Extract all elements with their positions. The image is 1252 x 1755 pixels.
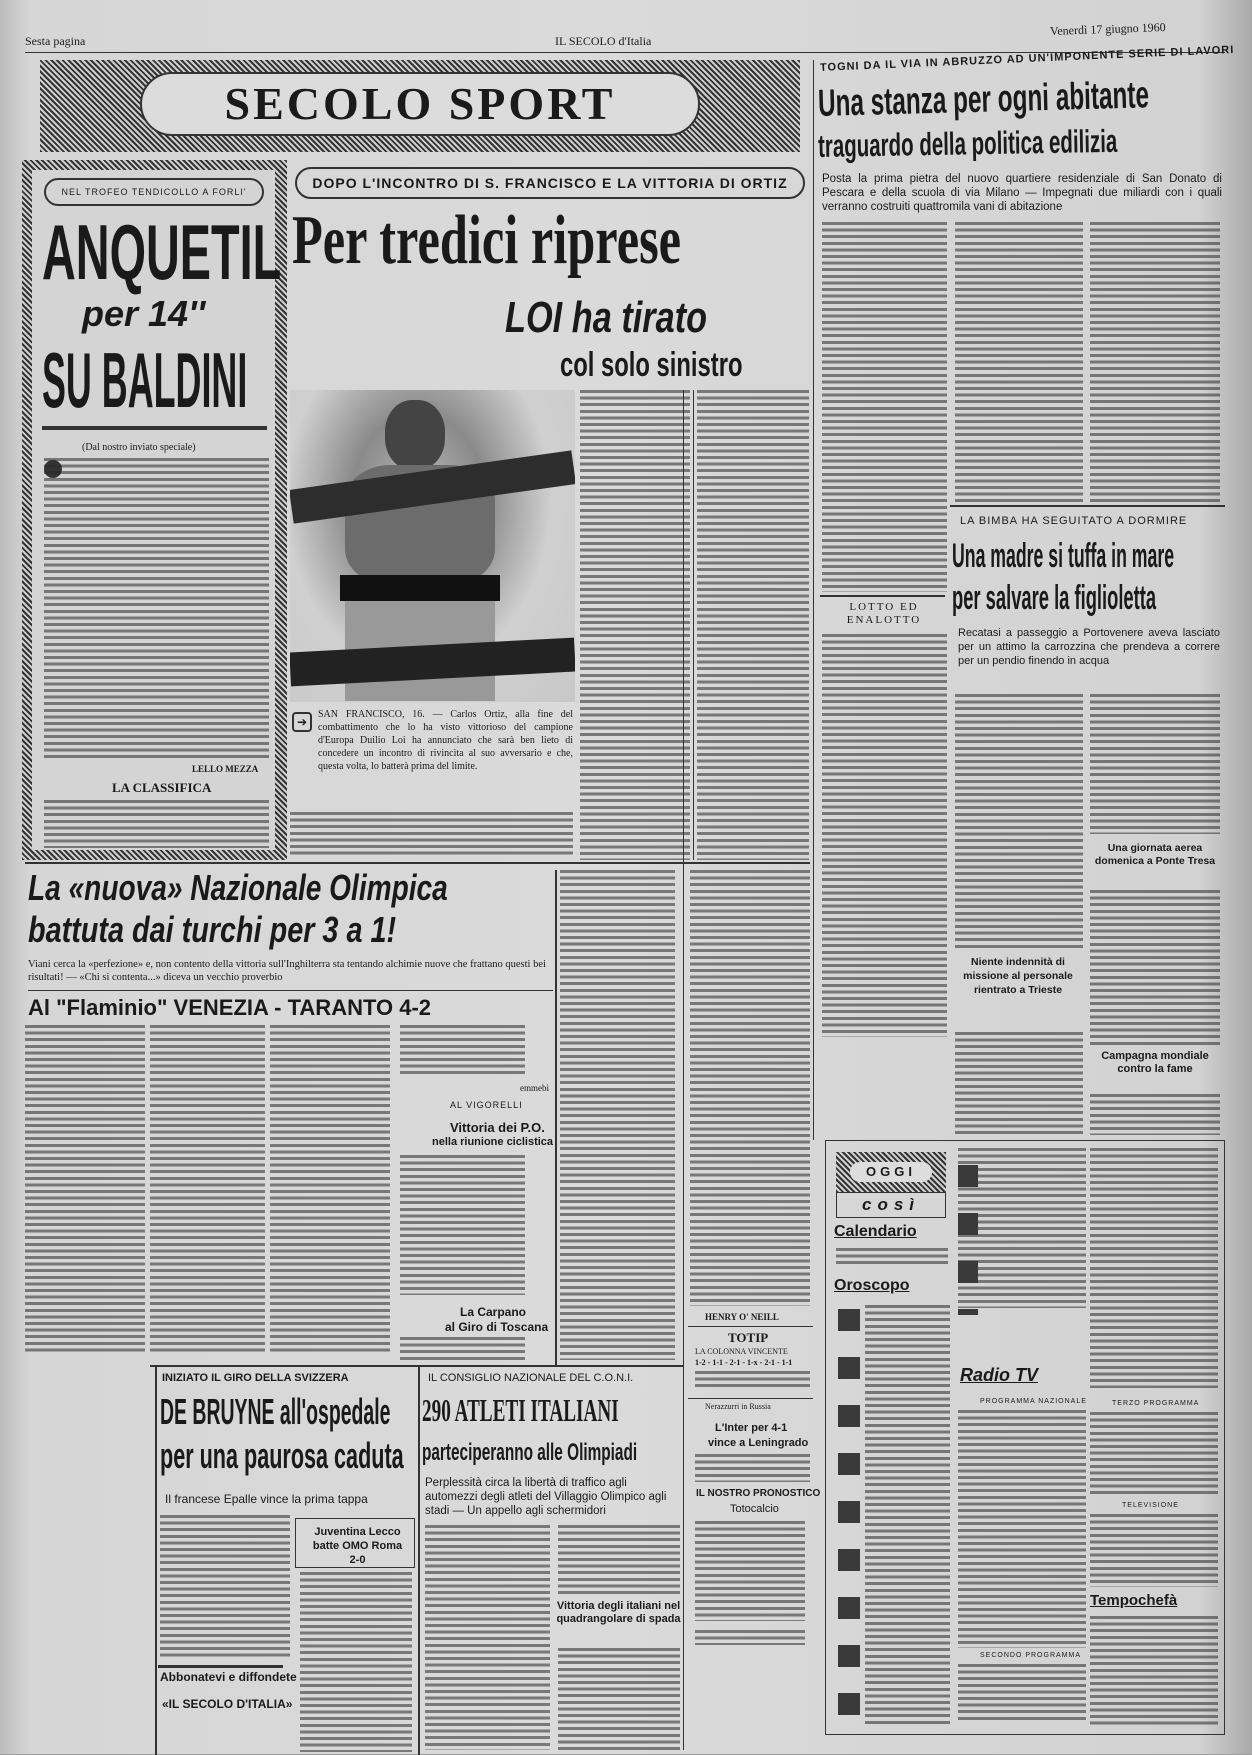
ortiz-sub2: col solo sinistro <box>560 346 743 384</box>
nazionale-heading: PROGRAMMA NAZIONALE <box>980 1398 1087 1405</box>
ortiz-headline: Per tredici riprese <box>292 202 682 279</box>
vigorelli-kicker: AL VIGORELLI <box>450 1100 523 1110</box>
bruyne-kicker: INIZIATO IL GIRO DELLA SVIZZERA <box>162 1372 349 1384</box>
bimba-deck: Recatasi a passeggio a Portovenere aveva lasciato per un attimo la carrozzina che prendeva a correre per un pendio finendo in acqua <box>958 627 1220 667</box>
tempo-heading: Tempochefà <box>1090 1592 1178 1609</box>
radio-heading: Radio TV <box>960 1365 1039 1385</box>
vigorelli-sub: nella riunione ciclistica <box>432 1136 554 1148</box>
oneill-byline: HENRY O' NEILL <box>705 1312 779 1322</box>
abruzzo-line1: Una stanza per ogni abitante <box>817 74 1150 125</box>
abbonatevi-line2: «IL SECOLO D'ITALIA» <box>162 1697 293 1711</box>
classifica-title: LA CLASSIFICA <box>112 780 212 795</box>
totip-colonna: LA COLONNA VINCENTE <box>695 1347 788 1356</box>
arrow-icon: ➔ <box>292 712 312 732</box>
olimpica-line2: battuta dai turchi per 3 a 1! <box>28 909 397 950</box>
ortiz-caption: SAN FRANCISCO, 16. — Carlos Ortiz, alla fine del combattimento che lo ha visto vittorioso del campione d'Europa Duilio Loi ha annunciato che sarà ben lieto di concedere un incontro di rivincita al suo avversario e che, questa volta, lo batterà prima del limite. <box>318 709 573 772</box>
bruyne-deck: Il francese Epalle vince la prima tappa <box>165 1492 368 1506</box>
issue-date: Venerdì 17 giugno 1960 <box>1049 19 1166 39</box>
bimba-kicker: LA BIMBA HA SEGUITATO A DORMIRE <box>960 515 1188 527</box>
fame-title: Campagna mondiale contro la fame <box>1101 1050 1209 1075</box>
totip-title: TOTIP <box>728 1330 769 1345</box>
anquetil-line2: per 14'' <box>82 293 206 334</box>
carpano-sub: al Giro di Toscana <box>445 1320 549 1334</box>
bimba-line2: per salvare la figlioletta <box>952 579 1157 617</box>
abruzzo-deck: Posta la prima pietra del nuovo quartiere residenziale di San Donato di Pescara e della scuola di via Milano — Impegnati due miliardi con i quali verranno costruiti quattromila vani di abitazione <box>822 173 1222 213</box>
anquetil-kicker: NEL TROFEO TENDICOLLO A FORLI' <box>44 178 264 206</box>
abruzzo-kicker: TOGNI DA IL VIA IN ABRUZZO AD UN'IMPONENTE SERIE DI LAVORI <box>819 43 1235 74</box>
tv-heading: TELEVISIONE <box>1122 1502 1179 1509</box>
pronostico-title: IL NOSTRO PRONOSTICO <box>696 1488 821 1499</box>
vigorelli-title: Vittoria dei P.O. <box>450 1120 545 1135</box>
anquetil-line1: ANQUETIL <box>42 208 282 296</box>
oggi-logo-cosi: così <box>836 1192 946 1218</box>
abbonatevi-line1: Abbonatevi e diffondete <box>160 1670 297 1684</box>
anquetil-dateline: (Dal nostro inviato speciale) <box>82 442 196 453</box>
coni-line2: parteciperanno alle Olimpiadi <box>422 1439 638 1466</box>
vigorelli-byline: emmebi <box>520 1083 549 1093</box>
page-number: Sesta pagina <box>25 34 86 48</box>
terzo-heading: TERZO PROGRAMMA <box>1112 1400 1200 1407</box>
ortiz-kicker: DOPO L'INCONTRO DI S. FRANCISCO E LA VITTORIA DI ORTIZ <box>295 167 805 199</box>
carpano-title: La Carpano <box>460 1305 527 1319</box>
coni-deck: Perplessità circa la libertà di traffico agli automezzi degli atleti del Villaggio Olimpico agli stadi — Un appello agli schermidori <box>425 1477 667 1517</box>
pronostico-sub: Totocalcio <box>730 1503 779 1515</box>
anquetil-article <box>22 160 287 860</box>
juventina-title: Juventina Lecco batte OMO Roma 2-0 <box>312 1526 403 1566</box>
inter-line1: L'Inter per 4-1 <box>715 1422 788 1434</box>
coni-kicker: IL CONSIGLIO NAZIONALE DEL C.O.N.I. <box>428 1372 634 1384</box>
bruyne-line2: per una paurosa caduta <box>160 1435 404 1476</box>
zodiac-icons-2 <box>958 1165 978 1315</box>
sport-banner <box>40 60 800 152</box>
paper-name: IL SECOLO d'Italia <box>555 34 652 48</box>
totip-sequence: 1-2 - 1-1 - 2-1 - 1-x - 2-1 - 1-1 <box>695 1358 793 1367</box>
inter-line2: vince a Leningrado <box>708 1437 809 1449</box>
abruzzo-line2: traguardo della politica edilizia <box>817 122 1118 164</box>
oroscopo-heading: Oroscopo <box>834 1277 910 1294</box>
aerea-title: Una giornata aerea domenica a Ponte Tresa <box>1094 842 1216 867</box>
olimpica-deck: Viani cerca la «perfezione» e, non contento della vittoria sull'Inghilterra sta tentando alchimie nuove che frattano questi bei risultati! — «Chi si contenta...» diceva un vecchio proverbio <box>28 959 546 983</box>
banner-title: SECOLO SPORT <box>224 78 616 129</box>
lotto-title: LOTTO ED ENALOTTO <box>846 601 922 626</box>
boxer-photo <box>290 390 575 702</box>
anquetil-byline: LELLO MEZZA <box>192 764 259 774</box>
bimba-line1: Una madre si tuffa in mare <box>952 537 1175 575</box>
ortiz-sub1: LOI ha tirato <box>505 293 708 342</box>
calendario-heading: Calendario <box>834 1223 917 1240</box>
coni-line1: 290 ATLETI ITALIANI <box>422 1392 619 1428</box>
olimpica-sub: Al "Flaminio" VENEZIA - TARANTO 4-2 <box>28 995 432 1020</box>
secondo-heading: SECONDO PROGRAMMA <box>980 1652 1082 1659</box>
oggi-logo: OGGI <box>836 1152 946 1192</box>
indennita-title: Niente indennità di missione al personale rientrato a Trieste <box>963 956 1073 996</box>
anquetil-line3: SU BALDINI <box>42 336 248 424</box>
bruyne-line1: DE BRUYNE all'ospedale <box>160 1391 391 1432</box>
inter-kicker: Nerazzurri in Russia <box>705 1402 771 1411</box>
coni-sub: Vittoria degli italiani nel quadrangolare di spada <box>556 1600 681 1625</box>
olimpica-line1: La «nuova» Nazionale Olimpica <box>28 867 448 908</box>
